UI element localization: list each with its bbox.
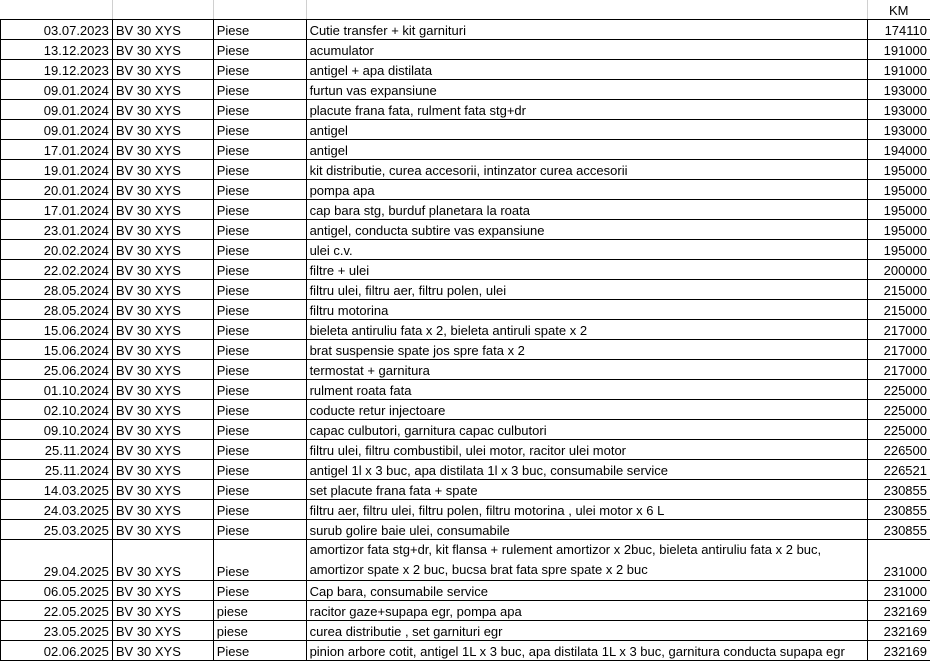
km-cell[interactable]: 217000: [867, 320, 930, 340]
date-cell[interactable]: 29.04.2025: [1, 540, 113, 581]
plate-cell[interactable]: BV 30 XYS: [112, 460, 213, 480]
table-row: [1, 240, 930, 260]
date-cell[interactable]: 01.10.2024: [1, 380, 113, 400]
table-row: [1, 621, 930, 641]
plate-cell[interactable]: BV 30 XYS: [112, 40, 213, 60]
table-row: [1, 180, 930, 200]
km-cell[interactable]: 225000: [867, 400, 930, 420]
km-cell[interactable]: 174110: [867, 20, 930, 40]
table-row: [1, 380, 930, 400]
table-row: [1, 120, 930, 140]
type-cell[interactable]: Piese: [213, 380, 306, 400]
km-cell[interactable]: 193000: [867, 80, 930, 100]
table-row: [1, 300, 930, 320]
date-cell[interactable]: 22.05.2025: [1, 601, 113, 621]
header-cell-empty[interactable]: [1, 0, 113, 20]
description-cell[interactable]: filtru aer, filtru ulei, filtru polen, filtru motorina , ulei motor x 6 L: [306, 500, 867, 520]
km-cell[interactable]: 191000: [867, 60, 930, 80]
plate-cell[interactable]: BV 30 XYS: [112, 60, 213, 80]
table-row: [1, 320, 930, 340]
type-cell[interactable]: Piese: [213, 160, 306, 180]
type-cell[interactable]: piese: [213, 601, 306, 621]
km-cell[interactable]: 232169: [867, 621, 930, 641]
plate-cell[interactable]: BV 30 XYS: [112, 100, 213, 120]
km-cell[interactable]: 215000: [867, 300, 930, 320]
date-cell[interactable]: 09.01.2024: [1, 100, 113, 120]
km-cell[interactable]: 231000: [867, 581, 930, 601]
table-row: [1, 260, 930, 280]
description-cell[interactable]: furtun vas expansiune: [306, 80, 867, 100]
km-header[interactable]: KM: [867, 0, 930, 20]
plate-cell[interactable]: BV 30 XYS: [112, 400, 213, 420]
plate-cell[interactable]: BV 30 XYS: [112, 20, 213, 40]
type-cell[interactable]: Piese: [213, 20, 306, 40]
description-cell[interactable]: placute frana fata, rulment fata stg+dr: [306, 100, 867, 120]
plate-cell[interactable]: BV 30 XYS: [112, 160, 213, 180]
date-cell[interactable]: 02.10.2024: [1, 400, 113, 420]
plate-cell[interactable]: BV 30 XYS: [112, 300, 213, 320]
description-cell[interactable]: filtru ulei, filtru combustibil, ulei motor, racitor ulei motor: [306, 440, 867, 460]
km-cell[interactable]: 217000: [867, 360, 930, 380]
description-cell[interactable]: rulment roata fata: [306, 380, 867, 400]
description-cell[interactable]: termostat + garnitura: [306, 360, 867, 380]
table-row: [1, 340, 930, 360]
type-cell[interactable]: Piese: [213, 400, 306, 420]
date-cell[interactable]: 06.05.2025: [1, 581, 113, 601]
plate-cell[interactable]: BV 30 XYS: [112, 260, 213, 280]
table-row: [1, 80, 930, 100]
description-cell[interactable]: coducte retur injectoare: [306, 400, 867, 420]
table-row: [1, 500, 930, 520]
description-cell[interactable]: antigel: [306, 140, 867, 160]
table-body: [1, 20, 930, 661]
table-row: [1, 540, 930, 581]
type-cell[interactable]: Piese: [213, 520, 306, 540]
plate-cell[interactable]: BV 30 XYS: [112, 140, 213, 160]
type-cell[interactable]: Piese: [213, 220, 306, 240]
plate-cell[interactable]: BV 30 XYS: [112, 180, 213, 200]
type-cell[interactable]: Piese: [213, 420, 306, 440]
date-cell[interactable]: 15.06.2024: [1, 320, 113, 340]
description-cell[interactable]: acumulator: [306, 40, 867, 60]
km-cell[interactable]: 191000: [867, 40, 930, 60]
description-cell[interactable]: amortizor fata stg+dr, kit flansa + rulement amortizor x 2buc, bieleta antiruliu fata x 2 buc, amortizor spate x 2 buc, bucsa brat fata spre spate x 2 buc: [306, 540, 867, 581]
km-cell[interactable]: 195000: [867, 160, 930, 180]
type-cell[interactable]: Piese: [213, 240, 306, 260]
type-cell[interactable]: Piese: [213, 40, 306, 60]
description-cell[interactable]: filtru ulei, filtru aer, filtru polen, ulei: [306, 280, 867, 300]
description-cell[interactable]: cap bara stg, burduf planetara la roata: [306, 200, 867, 220]
type-cell[interactable]: Piese: [213, 460, 306, 480]
km-cell[interactable]: 193000: [867, 120, 930, 140]
type-cell[interactable]: Piese: [213, 200, 306, 220]
type-cell[interactable]: Piese: [213, 440, 306, 460]
description-cell[interactable]: ulei c.v.: [306, 240, 867, 260]
km-cell[interactable]: 230855: [867, 480, 930, 500]
date-cell[interactable]: 19.12.2023: [1, 60, 113, 80]
km-cell[interactable]: 193000: [867, 100, 930, 120]
table-row: [1, 160, 930, 180]
table-row: [1, 20, 930, 40]
description-cell[interactable]: pompa apa: [306, 180, 867, 200]
date-cell[interactable]: 19.01.2024: [1, 160, 113, 180]
date-cell[interactable]: 14.03.2025: [1, 480, 113, 500]
description-cell[interactable]: brat suspensie spate jos spre fata x 2: [306, 340, 867, 360]
table-row: [1, 460, 930, 480]
date-cell[interactable]: 17.01.2024: [1, 200, 113, 220]
km-cell[interactable]: 226500: [867, 440, 930, 460]
date-cell[interactable]: 09.10.2024: [1, 420, 113, 440]
table-row: [1, 220, 930, 240]
header-cell-empty[interactable]: [112, 0, 213, 20]
header-cell-empty[interactable]: [213, 0, 306, 20]
date-cell[interactable]: 28.05.2024: [1, 280, 113, 300]
km-cell[interactable]: 194000: [867, 140, 930, 160]
header-row: [1, 0, 930, 20]
type-cell[interactable]: Piese: [213, 120, 306, 140]
date-cell[interactable]: 20.02.2024: [1, 240, 113, 260]
km-cell[interactable]: 195000: [867, 220, 930, 240]
plate-cell[interactable]: BV 30 XYS: [112, 120, 213, 140]
plate-cell[interactable]: BV 30 XYS: [112, 420, 213, 440]
plate-cell[interactable]: BV 30 XYS: [112, 480, 213, 500]
km-cell[interactable]: 217000: [867, 340, 930, 360]
type-cell[interactable]: Piese: [213, 340, 306, 360]
plate-cell[interactable]: BV 30 XYS: [112, 280, 213, 300]
date-cell[interactable]: 25.11.2024: [1, 440, 113, 460]
date-cell[interactable]: 09.01.2024: [1, 120, 113, 140]
plate-cell[interactable]: BV 30 XYS: [112, 80, 213, 100]
table-row: [1, 520, 930, 540]
km-cell[interactable]: 225000: [867, 380, 930, 400]
date-cell[interactable]: 17.01.2024: [1, 140, 113, 160]
table-row: [1, 100, 930, 120]
description-cell[interactable]: antigel + apa distilata: [306, 60, 867, 80]
km-cell[interactable]: 232169: [867, 601, 930, 621]
plate-cell[interactable]: BV 30 XYS: [112, 440, 213, 460]
description-cell[interactable]: antigel, conducta subtire vas expansiune: [306, 220, 867, 240]
type-cell[interactable]: Piese: [213, 360, 306, 380]
description-cell[interactable]: pinion arbore cotit, antigel 1L x 3 buc, apa distilata 1L x 3 buc, garnitura conducta supapa egr: [306, 641, 867, 661]
description-cell[interactable]: antigel: [306, 120, 867, 140]
type-cell[interactable]: Piese: [213, 480, 306, 500]
km-cell[interactable]: 230855: [867, 520, 930, 540]
plate-cell[interactable]: BV 30 XYS: [112, 200, 213, 220]
km-cell[interactable]: 195000: [867, 240, 930, 260]
km-cell[interactable]: 215000: [867, 280, 930, 300]
km-cell[interactable]: 231000: [867, 540, 930, 581]
description-cell[interactable]: filtre + ulei: [306, 260, 867, 280]
plate-cell[interactable]: BV 30 XYS: [112, 240, 213, 260]
plate-cell[interactable]: BV 30 XYS: [112, 360, 213, 380]
table-row: [1, 40, 930, 60]
type-cell[interactable]: Piese: [213, 280, 306, 300]
km-cell[interactable]: 225000: [867, 420, 930, 440]
km-cell[interactable]: 232169: [867, 641, 930, 661]
description-cell[interactable]: set placute frana fata + spate: [306, 480, 867, 500]
description-cell[interactable]: filtru motorina: [306, 300, 867, 320]
table-row: [1, 60, 930, 80]
table-row: [1, 280, 930, 300]
plate-cell[interactable]: BV 30 XYS: [112, 540, 213, 581]
plate-cell[interactable]: BV 30 XYS: [112, 520, 213, 540]
type-cell[interactable]: Piese: [213, 80, 306, 100]
description-cell[interactable]: antigel 1l x 3 buc, apa distilata 1l x 3 buc, consumabile service: [306, 460, 867, 480]
header-cell-empty[interactable]: [306, 0, 867, 20]
km-cell[interactable]: 195000: [867, 200, 930, 220]
description-cell[interactable]: bieleta antiruliu fata x 2, bieleta antiruli spate x 2: [306, 320, 867, 340]
date-cell[interactable]: 09.01.2024: [1, 80, 113, 100]
date-cell[interactable]: 28.05.2024: [1, 300, 113, 320]
table-row: [1, 581, 930, 601]
plate-cell[interactable]: BV 30 XYS: [112, 581, 213, 601]
type-cell[interactable]: Piese: [213, 140, 306, 160]
table-row: [1, 400, 930, 420]
description-cell[interactable]: Cutie transfer + kit garnituri: [306, 20, 867, 40]
date-cell[interactable]: 02.06.2025: [1, 641, 113, 661]
km-cell[interactable]: 200000: [867, 260, 930, 280]
plate-cell[interactable]: BV 30 XYS: [112, 641, 213, 661]
type-cell[interactable]: Piese: [213, 500, 306, 520]
table-row: [1, 420, 930, 440]
table-row: [1, 480, 930, 500]
plate-cell[interactable]: BV 30 XYS: [112, 621, 213, 641]
date-cell[interactable]: 25.06.2024: [1, 360, 113, 380]
description-cell[interactable]: kit distributie, curea accesorii, intinzator curea accesorii: [306, 160, 867, 180]
date-cell[interactable]: 25.11.2024: [1, 460, 113, 480]
date-cell[interactable]: 20.01.2024: [1, 180, 113, 200]
date-cell[interactable]: 22.02.2024: [1, 260, 113, 280]
type-cell[interactable]: Piese: [213, 320, 306, 340]
type-cell[interactable]: Piese: [213, 60, 306, 80]
plate-cell[interactable]: BV 30 XYS: [112, 340, 213, 360]
table-row: [1, 440, 930, 460]
description-cell[interactable]: Cap bara, consumabile service: [306, 581, 867, 601]
table-row: [1, 641, 930, 661]
plate-cell[interactable]: BV 30 XYS: [112, 380, 213, 400]
table-row: [1, 360, 930, 380]
description-cell[interactable]: surub golire baie ulei, consumabile: [306, 520, 867, 540]
plate-cell[interactable]: BV 30 XYS: [112, 500, 213, 520]
km-cell[interactable]: 226521: [867, 460, 930, 480]
description-cell[interactable]: capac culbutori, garnitura capac culbutori: [306, 420, 867, 440]
plate-cell[interactable]: BV 30 XYS: [112, 601, 213, 621]
date-cell[interactable]: 13.12.2023: [1, 40, 113, 60]
description-cell[interactable]: racitor gaze+supapa egr, pompa apa: [306, 601, 867, 621]
km-cell[interactable]: 195000: [867, 180, 930, 200]
date-cell[interactable]: 24.03.2025: [1, 500, 113, 520]
type-cell[interactable]: Piese: [213, 300, 306, 320]
km-cell[interactable]: 230855: [867, 500, 930, 520]
date-cell[interactable]: 23.05.2025: [1, 621, 113, 641]
type-cell[interactable]: Piese: [213, 180, 306, 200]
date-cell[interactable]: 25.03.2025: [1, 520, 113, 540]
plate-cell[interactable]: BV 30 XYS: [112, 320, 213, 340]
date-cell[interactable]: 23.01.2024: [1, 220, 113, 240]
type-cell[interactable]: piese: [213, 621, 306, 641]
plate-cell[interactable]: BV 30 XYS: [112, 220, 213, 240]
type-cell[interactable]: Piese: [213, 260, 306, 280]
table-row: [1, 200, 930, 220]
type-cell[interactable]: Piese: [213, 641, 306, 661]
type-cell[interactable]: Piese: [213, 540, 306, 581]
date-cell[interactable]: 03.07.2023: [1, 20, 113, 40]
table-row: [1, 140, 930, 160]
table-row: [1, 601, 930, 621]
type-cell[interactable]: Piese: [213, 100, 306, 120]
date-cell[interactable]: 15.06.2024: [1, 340, 113, 360]
type-cell[interactable]: Piese: [213, 581, 306, 601]
description-cell[interactable]: curea distributie , set garnituri egr: [306, 621, 867, 641]
